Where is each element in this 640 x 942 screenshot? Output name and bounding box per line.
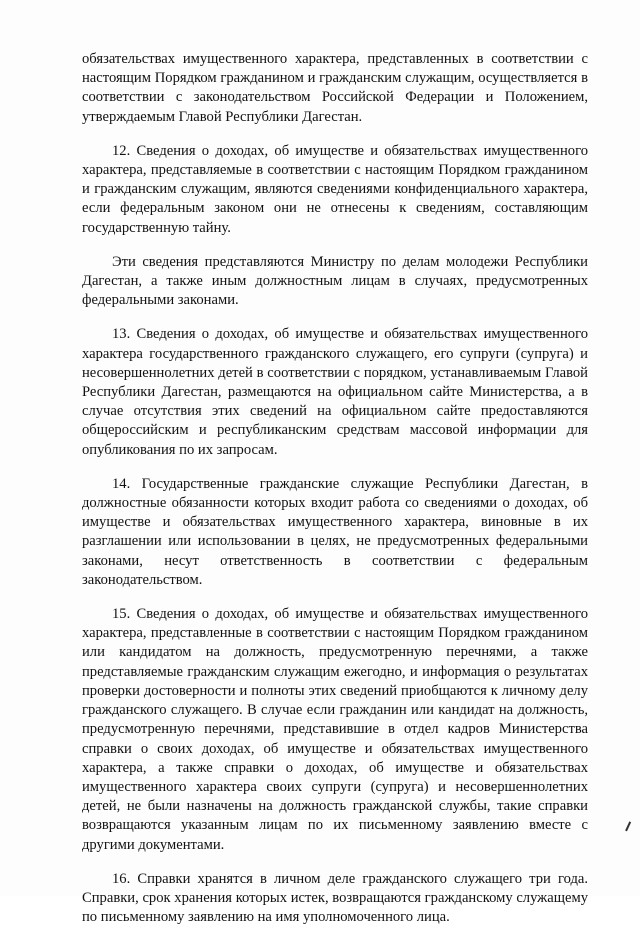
paragraph-12-addendum: Эти сведения представляются Министру по делам молодежи Республики Дагестан, а также иным должностным лицам в случаях, предусмотренных федеральными законами.: [82, 253, 588, 309]
paragraph-14: 14. Государственные гражданские служащие Республики Дагестан, в должностные обязанности которых входит работа со сведениями о доходах, об имуществе и обязательствах имущественного характера, виновные в их разглашении или использовании в целях, не предусмотренных федеральными законами, несут ответственность в соответствии с федеральным законодательством.: [82, 475, 588, 588]
scan-mark: [625, 821, 634, 832]
paragraph-13: 13. Сведения о доходах, об имуществе и обязательствах имущественного характера государственного гражданского служащего, его супруги (супруга) и несовершеннолетних детей в соответствии с порядком, устанавливаемым Главой Республики Дагестан, размещаются на официальном сайте Министерства, а в случае отсутствия этих сведений на официальном сайте предоставляются общероссийским и республиканским средствам массовой информации для опубликования по их запросам.: [82, 326, 588, 458]
paragraph-16: 16. Справки хранятся в личном деле гражданского служащего три года. Справки, срок хранения которых истек, возвращаются гражданскому служащему по письменному заявлению на имя уполномоченного лица.: [82, 870, 588, 926]
document-body: [82, 50, 588, 942]
paragraph-15: 15. Сведения о доходах, об имуществе и обязательствах имущественного характера, представленные в соответствии с настоящим Порядком гражданином или кандидатом на должность, предусмотренную перечнями, а также представляемые гражданским служащим ежегодно, и информация о результатах проверки достоверности и полноты этих сведений приобщаются к личному делу гражданского служащего. В случае если гражданин или кандидат на должность, предусмотренную перечнями, представившие в отдел кадров Министерства справки о своих доходах, об имуществе и обязательствах имущественного характера, а также справки о доходах, об имуществе и обязательствах имущественного характера своих супруги (супруга) и несовершеннолетних детей, не были назначены на должность гражданской службы, такие справки возвращаются указанным лицам по их письменному заявлению вместе с другими документами.: [82, 606, 588, 853]
paragraph-12: 12. Сведения о доходах, об имуществе и обязательствах имущественного характера, представляемые в соответствии с настоящим Порядком гражданином и гражданским служащим, являются сведениями конфиденциального характера, если федеральным законом они не отнесены к сведениям, составляющим государственную тайну.: [82, 142, 588, 236]
paragraph-continuation: обязательствах имущественного характера, представленных в соответствии с настоящим Порядком гражданином и гражданским служащим, осуществляется в соответствии с законодательством Российской Федерации и Положением, утверждаемым Главой Республики Дагестан.: [82, 51, 588, 125]
